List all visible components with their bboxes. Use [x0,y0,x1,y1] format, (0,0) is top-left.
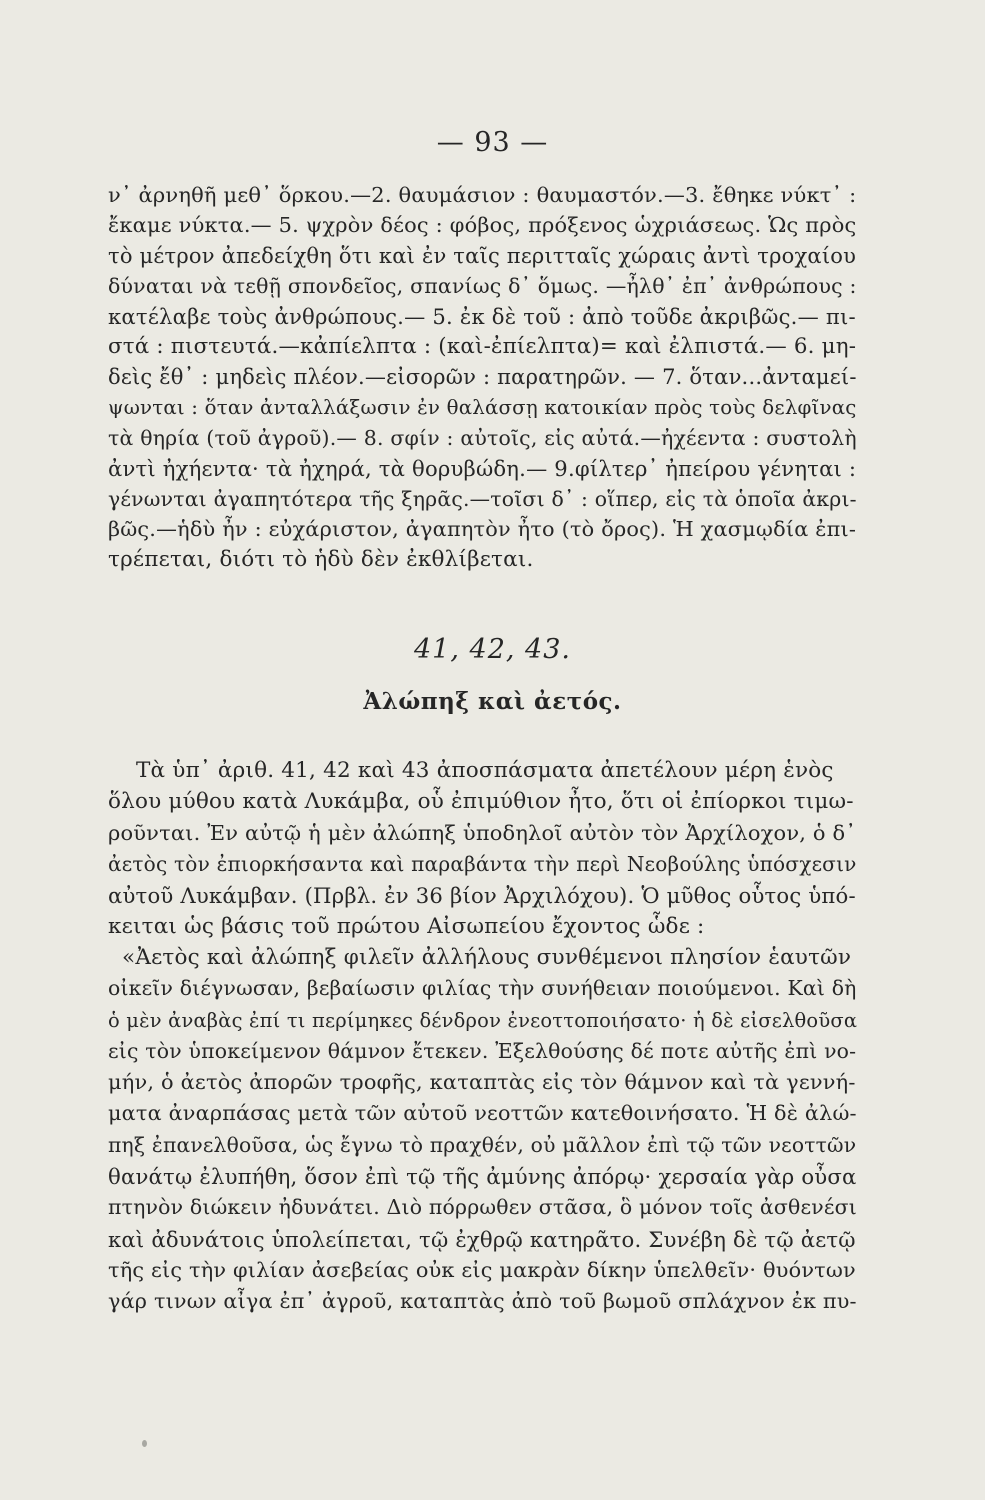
notes-line: ἔκαμε νύκτα.— 5. ψχρὸν δέος : φόβος, πρόξενος ὡχριάσεως. Ὡς πρὸς [108,213,857,238]
notes-line: δύναται νὰ τεθῇ σπονδεῖος, σπανίως δ᾽ ὅμως. —ἦλθ᾽ ἐπ᾽ ἀνθρώπους : [108,274,857,299]
notes-line: τὰ θηρία (τοῦ ἀγροῦ).— 8. σφίν : αὐτοῖς, εἰς αὐτά.—ἠχέεντα : συστολὴ [108,426,857,451]
notes-line: ν᾽ ἀρνηθῆ μεθ᾽ ὅρκου.—2. θαυμάσιον : θαυμαστόν.—3. ἔθηκε νύκτ᾽ : [108,183,857,207]
notes-line: ἀντὶ ἠχήεντα· τὰ ἠχηρά, τὰ θορυβώδη.— 9.φίλτερ᾽ ἠπείρου γένηται : [108,455,857,481]
intro-line: ροῦνται. Ἐν αὐτῷ ἡ μὲν ἀλώπηξ ὑποδηλοῖ αὐτὸν τὸν Ἀρχίλοχον, ὁ δ᾽ [108,820,856,845]
fable-line: εἰς τὸν ὑποκείμενον θάμνον ἔτεκεν. Ἐξελθούσης δέ ποτε αὐτῆς ἐπὶ νο- [108,1038,857,1063]
section-number: 41, 42, 43. [414,634,571,665]
intro-line: ὅλου μύθου κατὰ Λυκάμβα, οὗ ἐπιμύθιον ἦτο, ὅτι οἱ ἐπίορκοι τιμω- [108,789,854,815]
fable-line: πτηνὸν διώκειν ἠδυνάτει. Διὸ πόρρωθεν στᾶσα, ὃ μόνον τοῖς ἀσθενέσι [108,1195,857,1220]
intro-line: Τὰ ὑπ᾽ ἀριθ. 41, 42 καὶ 43 ἀποσπάσματα ἀπετέλουν μέρη ἑνὸς [136,758,834,783]
fable-line: ματα ἀναρπάσας μετὰ τῶν αὐτοῦ νεοττῶν κατεθοινήσατο. Ἡ δὲ ἀλώ- [108,1101,857,1126]
fable-line: οἰκεῖν διέγνωσαν, βεβαίωσιν φιλίας τὴν συνήθειαν ποιούμενοι. Καὶ δὴ [108,976,857,1001]
notes-line: βῶς.—ἡδὺ ἦν : εὐχάριστον, ἀγαπητὸν ἦτο (τὸ ὄρος). Ἡ χασμῳδία ἐπι- [108,517,857,542]
intro-paragraph [108,755,860,943]
notes-line: ψωνται : ὅταν ἀνταλλάξωσιν ἐν θαλάσσῃ κατοικίαν πρὸς τοὺς δελφῖνας [108,395,857,419]
notes-line: γένωνται ἀγαπητότερα τῆς ξηρᾶς.—τοῖσι δ᾽ : οἵπερ, εἰς τὰ ὁποῖα ἀκρι- [108,487,857,512]
page-number: — 93 — [436,127,549,158]
notes-line: τὸ μέτρον ἀπεδείχθη ὅτι καὶ ἐν ταῖς περιτταῖς χώραις ἀντὶ τροχαίου [108,242,857,268]
section-title: Ἀλώπηξ καὶ ἀετός. [363,688,622,715]
margin-speck [142,1440,147,1447]
intro-line: ἀετὸς τὸν ἐπιορκήσαντα καὶ παραβάντα τὴν περὶ Νεοβούλης ὑπόσχεσιν [108,851,857,876]
commentary-notes [108,180,860,575]
fable-line: μήν, ὁ ἀετὸς ἀπορῶν τροφῆς, καταπτὰς εἰς τὸν θάμνον καὶ τὰ γεννή- [108,1070,856,1095]
notes-line: κατέλαβε τοὺς ἀνθρώπους.— 5. ἐκ δὲ τοῦ : ἀπὸ τοῦδε ἀκριβῶς.— πι- [108,303,856,329]
fable-quotation [108,942,860,1318]
fable-line: καὶ ἀδυνάτοις ὑπολείπεται, τῷ ἐχθρῷ κατηρᾶτο. Συνέβη δὲ τῷ ἀετῷ [108,1226,856,1252]
fable-line: τῆς εἰς τὴν φιλίαν ἀσεβείας οὐκ εἰς μακρὰν δίκην ὑπελθεῖν· θυόντων [108,1257,856,1282]
fable-line: ὁ μὲν ἀναβὰς ἐπί τι περίμηκες δένδρον ἐνεοττοποιήσατο· ἡ δὲ εἰσελθοῦσα [108,1008,858,1032]
notes-line: τρέπεται, διότι τὸ ἡδὺ δὲν ἐκθλίβεται. [108,546,534,572]
fable-line: γάρ τινων αἶγα ἐπ᾽ ἀγροῦ, καταπτὰς ἀπὸ τοῦ βωμοῦ σπλάχνον ἐκ πυ- [108,1289,857,1314]
fable-line: θανάτῳ ἐλυπήθη, ὅσον ἐπὶ τῷ τῆς ἀμύνης ἀπόρῳ· χερσαία γὰρ οὖσα [108,1164,857,1190]
intro-line: αὐτοῦ Λυκάμβαν. (Πρβλ. ἐν 36 βίον Ἀρχιλόχου). Ὁ μῦθος οὗτος ὑπό- [108,883,856,909]
fable-line: πηξ ἐπανελθοῦσα, ὡς ἔγνω τὸ πραχθέν, οὐ μᾶλλον ἐπὶ τῷ τῶν νεοττῶν [108,1132,857,1157]
notes-line: στά : πιστευτά.—κἀπίελπτα : (καὶ-ἐπίελπτα)= καὶ ἐλπιστά.— 6. μη- [108,334,857,360]
intro-line: κειται ὡς βάσις τοῦ πρώτου Αἰσωπείου ἔχοντος ὧδε : [108,914,705,940]
fable-line: «Ἀετὸς καὶ ἀλώπηξ φιλεῖν ἀλλήλους συνθέμενοι πλησίον ἑαυτῶν [122,945,852,970]
notes-line: δεὶς ἔθ᾽ : μηδεὶς πλέον.—εἰσορῶν : παρατηρῶν. — 7. ὅταν...ἀνταμεί- [108,364,857,390]
